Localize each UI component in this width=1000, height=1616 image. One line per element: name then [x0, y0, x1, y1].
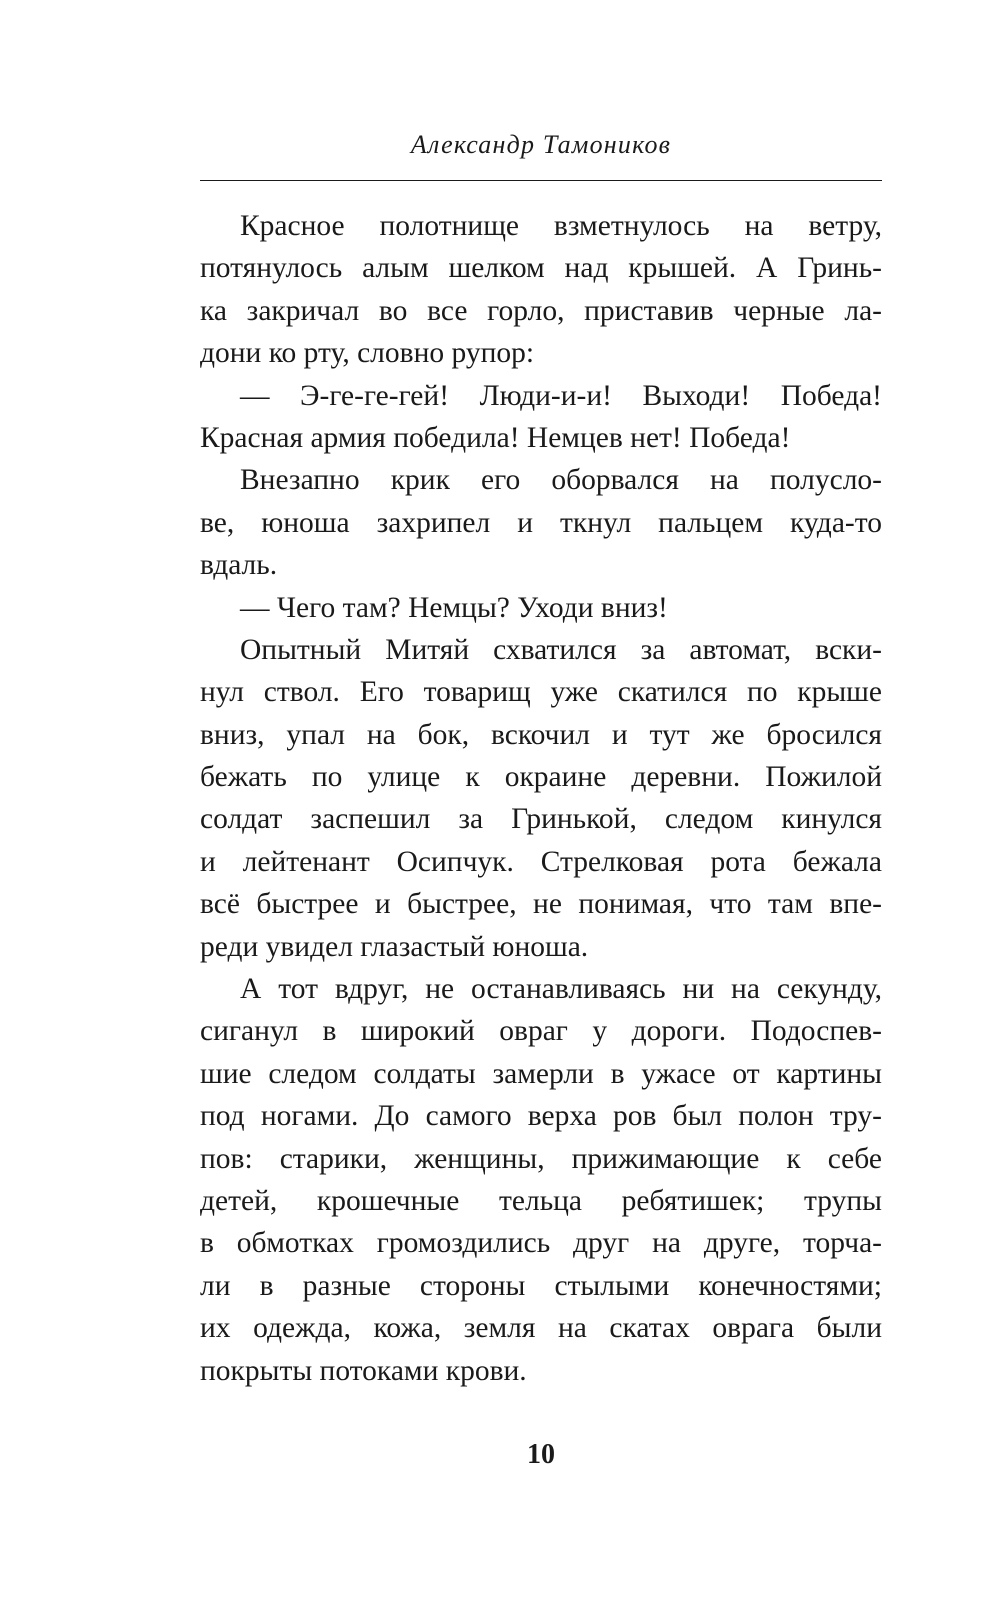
text-line: солдат заспешил за Гринькой, следом кинулся: [200, 803, 882, 836]
text-line: потянулось алым шелком над крышей. А Гринь-: [200, 252, 882, 285]
text-line: детей, крошечные тельца ребятишек; трупы: [200, 1184, 882, 1217]
text-line: под ногами. До самого верха ров был полон тру-: [200, 1100, 882, 1133]
text-line: шие следом солдаты замерли в ужасе от картины: [200, 1057, 882, 1090]
text-line: пов: старики, женщины, прижимающие к себе: [200, 1142, 882, 1175]
text-line: их одежда, кожа, земля на скатах оврага были: [200, 1312, 882, 1345]
header-rule: [200, 180, 882, 181]
text-line: ве, юноша захрипел и ткнул пальцем куда-то: [200, 506, 882, 539]
text-line: вдаль.: [200, 549, 278, 582]
text-line: покрыты потоками крови.: [200, 1354, 527, 1387]
paragraph: [200, 459, 882, 586]
text-line: Красная армия победила! Немцев нет! Победа!: [200, 421, 791, 454]
text-line: всё быстрее и быстрее, не понимая, что там впе-: [200, 888, 882, 921]
text-line: сиганул в широкий овраг у дороги. Подоспев-: [200, 1015, 882, 1048]
paragraph: [200, 205, 882, 375]
page-number: 10: [527, 1439, 555, 1470]
paragraph: [200, 587, 882, 629]
text-line: Красное полотнище взметнулось на ветру,: [240, 210, 882, 242]
text-line: Опытный Митяй схватился за автомат, вски-: [240, 633, 882, 666]
text-line: ли в разные стороны стылыми конечностями;: [200, 1269, 882, 1302]
text-line: дони ко рту, словно рупор:: [200, 337, 535, 370]
body-text: [200, 205, 882, 1392]
text-line: ка закричал во все горло, приставив черные ла-: [200, 294, 882, 327]
text-line: Внезапно крик его оборвался на полусло-: [240, 464, 882, 497]
paragraph: [200, 629, 882, 968]
text-line: — Чего там? Немцы? Уходи вниз!: [240, 591, 668, 624]
text-line: нул ствол. Его товарищ уже скатился по крыше: [200, 676, 882, 709]
paragraph: [200, 968, 882, 1392]
paragraph: [200, 375, 882, 460]
text-line: бежать по улице к окраине деревни. Пожилой: [200, 761, 882, 794]
text-line: и лейтенант Осипчук. Стрелковая рота бежала: [200, 845, 882, 878]
text-line: А тот вдруг, не останавливаясь ни на секунду,: [240, 973, 882, 1006]
running-header-author: Александр Тамоников: [410, 130, 672, 159]
text-line: вниз, упал на бок, вскочил и тут же бросился: [200, 718, 882, 751]
text-line: — Э-ге-ге-гей! Люди-и-и! Выходи! Победа!: [240, 379, 882, 412]
text-line: реди увидел глазастый юноша.: [200, 930, 589, 963]
text-line: в обмотках громоздились друг на друге, торча-: [200, 1227, 882, 1260]
